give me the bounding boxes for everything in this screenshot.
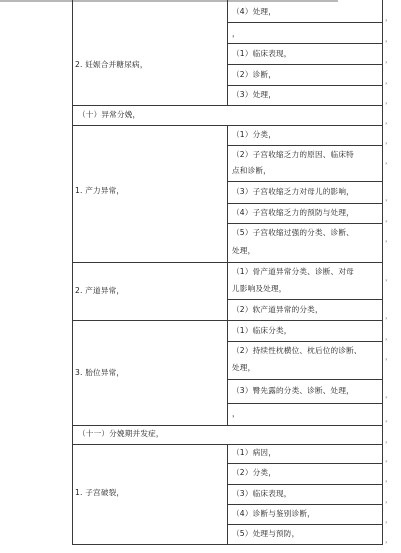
row-divider <box>227 504 383 505</box>
row-divider <box>72 125 383 126</box>
cell-end-mark: ， <box>385 77 392 85</box>
cell-end-mark: ， <box>385 516 392 524</box>
row-divider <box>227 181 383 182</box>
top-edge-strip <box>0 0 338 2</box>
item-text: 处理， <box>232 363 256 372</box>
item-text: （2）诊断， <box>232 70 276 79</box>
item-text: （1）分类， <box>232 130 276 139</box>
item-text: （3）臀先露的分类、诊断、处理， <box>232 386 354 395</box>
row-divider <box>227 145 383 146</box>
cell-end-mark: ， <box>385 274 392 282</box>
cell-end-mark: ， <box>385 97 392 105</box>
cell-end-mark: ， <box>385 137 392 145</box>
item-text: （4）诊断与鉴别诊断， <box>232 509 315 518</box>
cell-end-mark: ， <box>385 35 392 43</box>
item-text: ， <box>232 29 240 38</box>
cell-end-mark: ， <box>385 117 392 125</box>
cell-end-mark: ， <box>385 56 392 64</box>
row-divider <box>227 484 383 485</box>
row-divider <box>227 85 383 86</box>
item-text: 点和诊断， <box>232 166 271 175</box>
item-text: （5）子宫收缩过强的分类、诊断、 <box>232 228 354 237</box>
row-divider <box>227 341 383 342</box>
row-divider <box>72 444 383 445</box>
table-mid-border <box>227 444 228 544</box>
table-left-border <box>72 0 73 544</box>
table-mid-border <box>227 0 228 105</box>
section-heading: （十一）分娩期并发症， <box>78 429 164 438</box>
item-text: （1）骨产道异常分类、诊断、对母 <box>232 267 354 276</box>
row-divider <box>72 425 383 426</box>
item-text: （1）病因， <box>232 448 276 457</box>
item-text: 儿影响及处理， <box>232 284 287 293</box>
row-divider <box>72 320 383 321</box>
row-divider <box>227 524 383 525</box>
item-text: ， <box>232 409 240 418</box>
row-divider <box>72 105 383 106</box>
cell-end-mark: ， <box>385 391 392 399</box>
row-divider <box>227 379 383 380</box>
cell-end-mark: ， <box>385 235 392 243</box>
item-text: 处理， <box>232 246 256 255</box>
item-text: （2）子宫收缩乏力的原因、临床特 <box>232 150 354 159</box>
item-text: （4）处理， <box>232 7 276 16</box>
cell-end-mark: ， <box>385 215 392 223</box>
cell-end-mark: ， <box>385 14 392 22</box>
group-label: 1. 子宫破裂， <box>75 488 125 497</box>
item-text: （1）临床分类， <box>232 326 292 335</box>
section-heading: （十）异常分娩， <box>78 110 141 119</box>
row-divider <box>72 262 383 263</box>
table-mid-border <box>227 125 228 425</box>
row-divider <box>227 299 383 300</box>
item-text: （1）临床表现， <box>232 49 292 58</box>
cell-end-mark: ， <box>385 333 392 341</box>
item-text: （5）处理与预防， <box>232 529 300 538</box>
cell-end-mark: ， <box>385 475 392 483</box>
group-label: 3. 胎位异常， <box>75 368 125 377</box>
table-bottom-border <box>72 544 383 545</box>
group-label: 2. 产道异常， <box>75 286 125 295</box>
item-text: （2）持续性枕横位、枕后位的诊断、 <box>232 346 362 355</box>
row-divider <box>227 64 383 65</box>
item-text: （3）子宫收缩乏力对母儿的影响， <box>232 187 354 196</box>
item-text: （4）子宫收缩乏力的预防与处理， <box>232 208 354 217</box>
row-divider <box>227 43 383 44</box>
row-divider <box>227 203 383 204</box>
cell-end-mark: ， <box>385 194 392 202</box>
row-divider <box>227 223 383 224</box>
cell-end-mark: ， <box>385 415 392 423</box>
row-divider <box>227 22 383 23</box>
group-label: 2. 妊娠合并糖尿病， <box>75 60 148 69</box>
cell-end-mark: ， <box>385 157 392 165</box>
row-divider <box>227 403 383 404</box>
cell-end-mark: ， <box>385 536 392 544</box>
row-divider <box>227 463 383 464</box>
item-text: （3）临床表现， <box>232 489 292 498</box>
cell-end-mark: ， <box>385 353 392 361</box>
item-text: （3）处理， <box>232 90 276 99</box>
item-text: （2）分类， <box>232 468 276 477</box>
cell-end-mark: ， <box>385 312 392 320</box>
item-text: （2）软产道异常的分类， <box>232 305 323 314</box>
group-label: 1. 产力异常， <box>75 186 125 195</box>
cell-end-mark: ， <box>385 455 392 463</box>
cell-end-mark: ， <box>385 496 392 504</box>
cell-end-mark: ， <box>385 436 392 444</box>
